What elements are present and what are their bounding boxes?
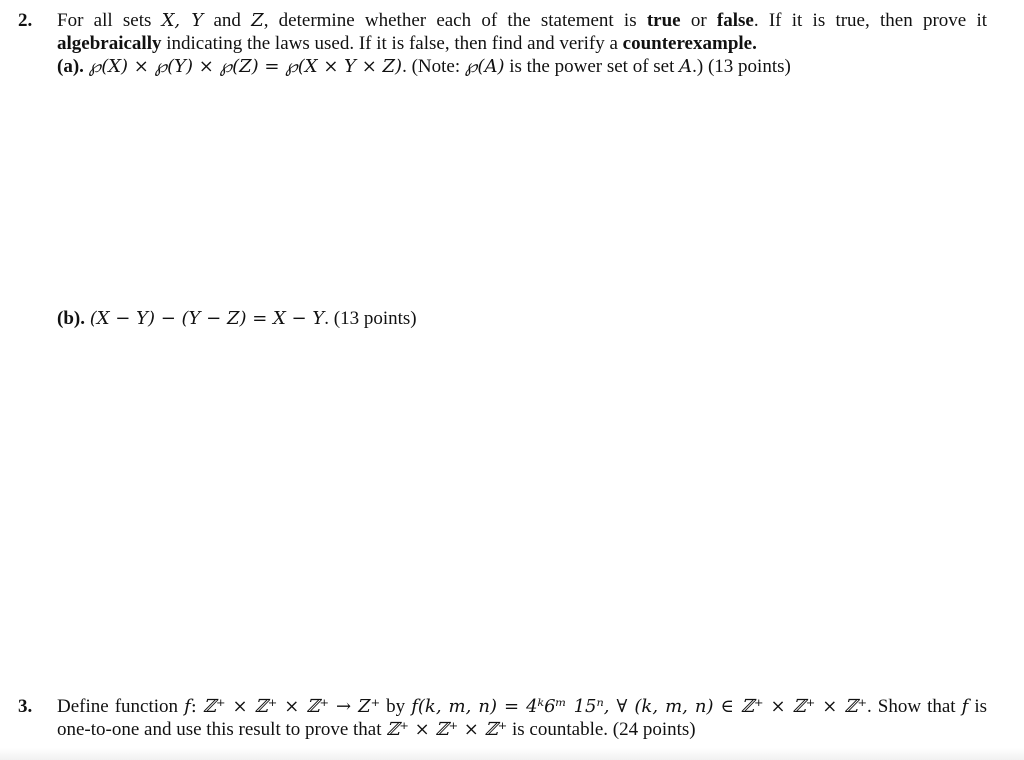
q2-vars-xy: X, Y [161,10,204,31]
part-a-points: .) (13 points) [692,56,791,77]
question-2-part-b [57,307,987,330]
q2-text: indicating the laws used. If it is false, then find and verify a [161,33,623,54]
q3-set-formula: ℤ⁺ × ℤ⁺ × ℤ⁺ [386,719,508,740]
q3-points: is countable. (24 points) [507,719,696,740]
q3-text: by [380,696,412,717]
question-2-line-2 [57,32,987,55]
q3-function-f: f [184,696,191,717]
q2-var-z: Z [251,10,264,31]
question-2-number: 2. [18,10,33,31]
q2-counterexample-bold: counterexample. [622,33,757,54]
part-b-formula: (X − Y) − (Y − Z) = X − Y [89,308,325,329]
part-a-note-set: A [679,56,693,77]
q2-text: or [680,10,717,31]
question-2-line-1 [57,9,987,32]
q3-text: one-to-one and use this result to prove that [57,719,387,740]
q2-false-bold: false [716,10,754,31]
question-3-number: 3. [18,696,33,717]
q2-text: . If it is true, then prove it [753,10,987,31]
part-a-note: . (Note: [402,56,465,77]
q3-definition-formula: f(k, m, n) = 4ᵏ6ᵐ 15ⁿ, ∀ (k, m, n) ∈ ℤ⁺ × ℤ⁺ × ℤ⁺ [411,696,867,717]
part-b-points: . (13 points) [324,308,417,329]
question-3-line-2 [57,718,987,741]
q2-text: , determine whether each of the statement is [263,10,647,31]
page-bottom-edge [0,748,1024,760]
part-b-label: (b). [57,308,85,329]
part-a-formula: ℘(X) × ℘(Y) × ℘(Z) = ℘(X × Y × Z) [88,56,403,77]
question-3-line-1 [57,695,987,718]
q3-text: . Show that [866,696,962,717]
q3-function-f: f [961,696,969,717]
q2-text: For all sets [57,10,162,31]
part-a-note: is the power set of set [504,56,680,77]
q2-algebraically-bold: algebraically [57,33,162,54]
question-2-part-a [57,55,987,78]
part-a-label: (a). [57,56,84,77]
q3-text: Define function [57,696,185,717]
q3-domain-formula: ℤ⁺ × ℤ⁺ × ℤ⁺ → Z⁺ [202,696,381,717]
part-a-note-formula: ℘(A) [464,56,505,77]
q2-true-bold: true [646,10,681,31]
q3-text: is [968,696,988,717]
q3-colon: : [190,696,197,717]
q2-text: and [203,10,252,31]
